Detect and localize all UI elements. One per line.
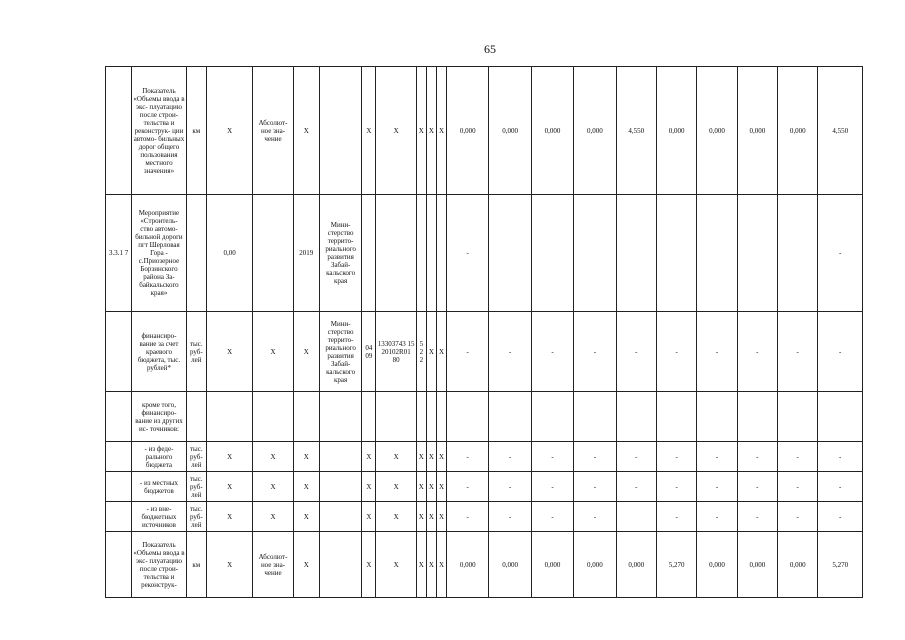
value-cell [656,392,696,442]
value-cell: - [489,442,531,472]
value-cell [616,502,656,532]
value-cell: 0,000 [531,67,573,195]
table-row [106,502,863,532]
responsible-cell [319,67,361,195]
cell: Х [253,502,293,532]
code-cell: Х [376,67,416,195]
row-name: Показатель «Объемы ввода в экс- плуатацию после строи- тельства и реконструк- ции автомо- бильных дорог общего пользования местного значения» [132,67,187,195]
unit-cell: тыс. руб- лей [186,442,206,472]
cell: Х [253,312,293,392]
cell: Х [416,532,426,598]
value-cell: - [656,312,696,392]
value-cell: - [656,502,696,532]
value-cell: 4,550 [616,67,656,195]
value-cell: - [778,442,818,472]
value-cell: - [656,442,696,472]
value-cell: - [737,312,777,392]
cell: Х [436,67,446,195]
row-number [106,472,132,502]
value-cell: - [447,312,489,392]
row-number [106,502,132,532]
value-cell [574,195,616,312]
budget-table [105,66,863,598]
cell [436,392,446,442]
responsible-cell [319,532,361,598]
unit-cell [186,195,206,312]
cell: Х [416,472,426,502]
value-cell: - [531,502,573,532]
cell [362,195,376,312]
code-cell [376,392,416,442]
cell [436,195,446,312]
code-cell: 13303743 15 20102R01 80 [376,312,416,392]
value-cell [616,392,656,442]
cell: Х [206,312,252,392]
table-row [106,67,863,195]
value-cell: 5,270 [818,532,863,598]
value-cell: 0,000 [778,67,818,195]
cell: Х [436,532,446,598]
value-cell: 0,000 [616,532,656,598]
value-cell [697,195,737,312]
value-cell: - [616,472,656,502]
value-cell: - [574,312,616,392]
value-cell: - [778,312,818,392]
cell: 0,00 [206,195,252,312]
value-cell: - [697,472,737,502]
cell: Х [416,502,426,532]
value-cell: - [574,502,616,532]
value-cell: 5,270 [656,532,696,598]
unit-cell: км [186,67,206,195]
row-name: кроме того, финансиро- вание из других ис- точников: [132,392,187,442]
cell: 2019 [293,195,319,312]
cell [426,392,436,442]
value-cell [656,195,696,312]
row-name: - из феде- рального бюджета [132,442,187,472]
value-cell: - [616,312,656,392]
value-cell: - [656,472,696,502]
value-cell: 0,000 [574,532,616,598]
value-cell: 4,550 [818,67,863,195]
value-cell [818,392,863,442]
value-cell: - [697,442,737,472]
cell: Х [253,472,293,502]
row-name: - из местных бюджетов [132,472,187,502]
row-name: - из вне- бюджетных источников [132,502,187,532]
value-cell: - [574,472,616,502]
cell [293,392,319,442]
value-cell: - [447,195,489,312]
value-cell: 0,000 [778,532,818,598]
value-cell: - [697,312,737,392]
unit-cell: км [186,532,206,598]
cell: Х [436,472,446,502]
cell: Х [293,67,319,195]
value-cell: - [489,312,531,392]
value-cell: - [489,502,531,532]
value-cell [778,195,818,312]
code-cell: Х [376,502,416,532]
value-cell: - [737,502,777,532]
unit-cell: тыс. руб- лей [186,472,206,502]
value-cell: 0,000 [737,67,777,195]
code-cell: Х [376,532,416,598]
value-cell: 0,000 [531,532,573,598]
cell: Х [436,312,446,392]
cell [416,392,426,442]
value-cell: - [818,442,863,472]
table-row [106,312,863,392]
cell: Х [362,502,376,532]
value-cell: - [778,502,818,532]
value-cell: - [531,312,573,392]
value-cell: - [616,442,656,472]
row-name: финансиро- вание за счет краевого бюджета, тыс. рублей* [132,312,187,392]
cell: Х [436,442,446,472]
value-cell: 0,000 [489,67,531,195]
page-number: 65 [484,42,496,56]
row-number [106,442,132,472]
value-cell: - [574,442,616,472]
cell: Х [206,442,252,472]
cell: Х [293,312,319,392]
responsible-cell [319,502,361,532]
cell: Х [426,472,436,502]
value-cell [778,392,818,442]
cell: Х [426,532,436,598]
cell [206,392,252,442]
cell: 04 09 [362,312,376,392]
table-row [106,442,863,472]
cell: Х [293,502,319,532]
value-cell [531,392,573,442]
unit-cell: тыс. руб- лей [186,502,206,532]
table-row [106,195,863,312]
unit-cell [186,392,206,442]
value-cell: - [778,472,818,502]
cell: 5 2 2 [416,312,426,392]
value-cell: - [818,195,863,312]
cell: Х [206,532,252,598]
cell: Х [293,472,319,502]
cell: Х [362,442,376,472]
value-cell: 0,000 [447,67,489,195]
cell: Х [206,67,252,195]
responsible-cell: Мини- стерство террито- риального развития Забай- кальского края [319,312,361,392]
cell: Х [362,67,376,195]
value-cell: 0,000 [447,532,489,598]
value-cell: - [447,442,489,472]
value-cell [531,195,573,312]
value-cell: - [818,502,863,532]
cell [253,195,293,312]
cell: Х [436,502,446,532]
value-cell: 0,000 [697,532,737,598]
responsible-cell [319,442,361,472]
value-cell: - [818,472,863,502]
cell [426,195,436,312]
table-row [106,472,863,502]
row-number [106,67,132,195]
value-cell [697,392,737,442]
value-cell [574,392,616,442]
row-number [106,392,132,442]
responsible-cell [319,392,361,442]
value-cell [616,195,656,312]
cell: Х [293,532,319,598]
row-name: Мероприятие «Строитель- ство автомо- бильной дороги пгт Шерловая Гора - с.Приозерное Борзинского района За- байкальского края» [132,195,187,312]
table-row [106,392,863,442]
cell [253,392,293,442]
value-cell: 0,000 [656,67,696,195]
cell: Абсолют- ное зна- чение [253,532,293,598]
value-cell: - [531,442,573,472]
cell: Х [416,442,426,472]
value-cell: - [531,472,573,502]
table-row [106,532,863,598]
cell: Абсолют- ное зна- чение [253,67,293,195]
value-cell: - [447,472,489,502]
row-number [106,312,132,392]
cell: Х [426,312,436,392]
row-number: 3.3.1 7 [106,195,132,312]
row-number [106,532,132,598]
cell: Х [362,472,376,502]
cell: Х [206,472,252,502]
value-cell: - [737,442,777,472]
cell: Х [426,502,436,532]
value-cell: 0,000 [574,67,616,195]
value-cell: 0,000 [489,532,531,598]
cell [416,195,426,312]
value-cell [447,392,489,442]
cell: Х [362,532,376,598]
value-cell [737,195,777,312]
cell: Х [416,67,426,195]
value-cell: - [697,502,737,532]
cell: Х [206,502,252,532]
value-cell: - [818,312,863,392]
value-cell [489,195,531,312]
responsible-cell: Мини- стерство террито- риального развития Забай- кальского края [319,195,361,312]
code-cell: Х [376,472,416,502]
cell: Х [426,67,436,195]
responsible-cell [319,472,361,502]
value-cell: 0,000 [697,67,737,195]
value-cell [737,392,777,442]
code-cell: Х [376,442,416,472]
value-cell: - [447,502,489,532]
value-cell: - [489,472,531,502]
cell: Х [293,442,319,472]
code-cell [376,195,416,312]
value-cell: - [737,472,777,502]
cell [362,392,376,442]
cell: Х [253,442,293,472]
unit-cell: тыс. руб- лей [186,312,206,392]
cell: Х [426,442,436,472]
value-cell: 0,000 [737,532,777,598]
value-cell [489,392,531,442]
row-name: Показатель «Объемы ввода в экс- плуатацию после строи- тельства и реконструк- [132,532,187,598]
